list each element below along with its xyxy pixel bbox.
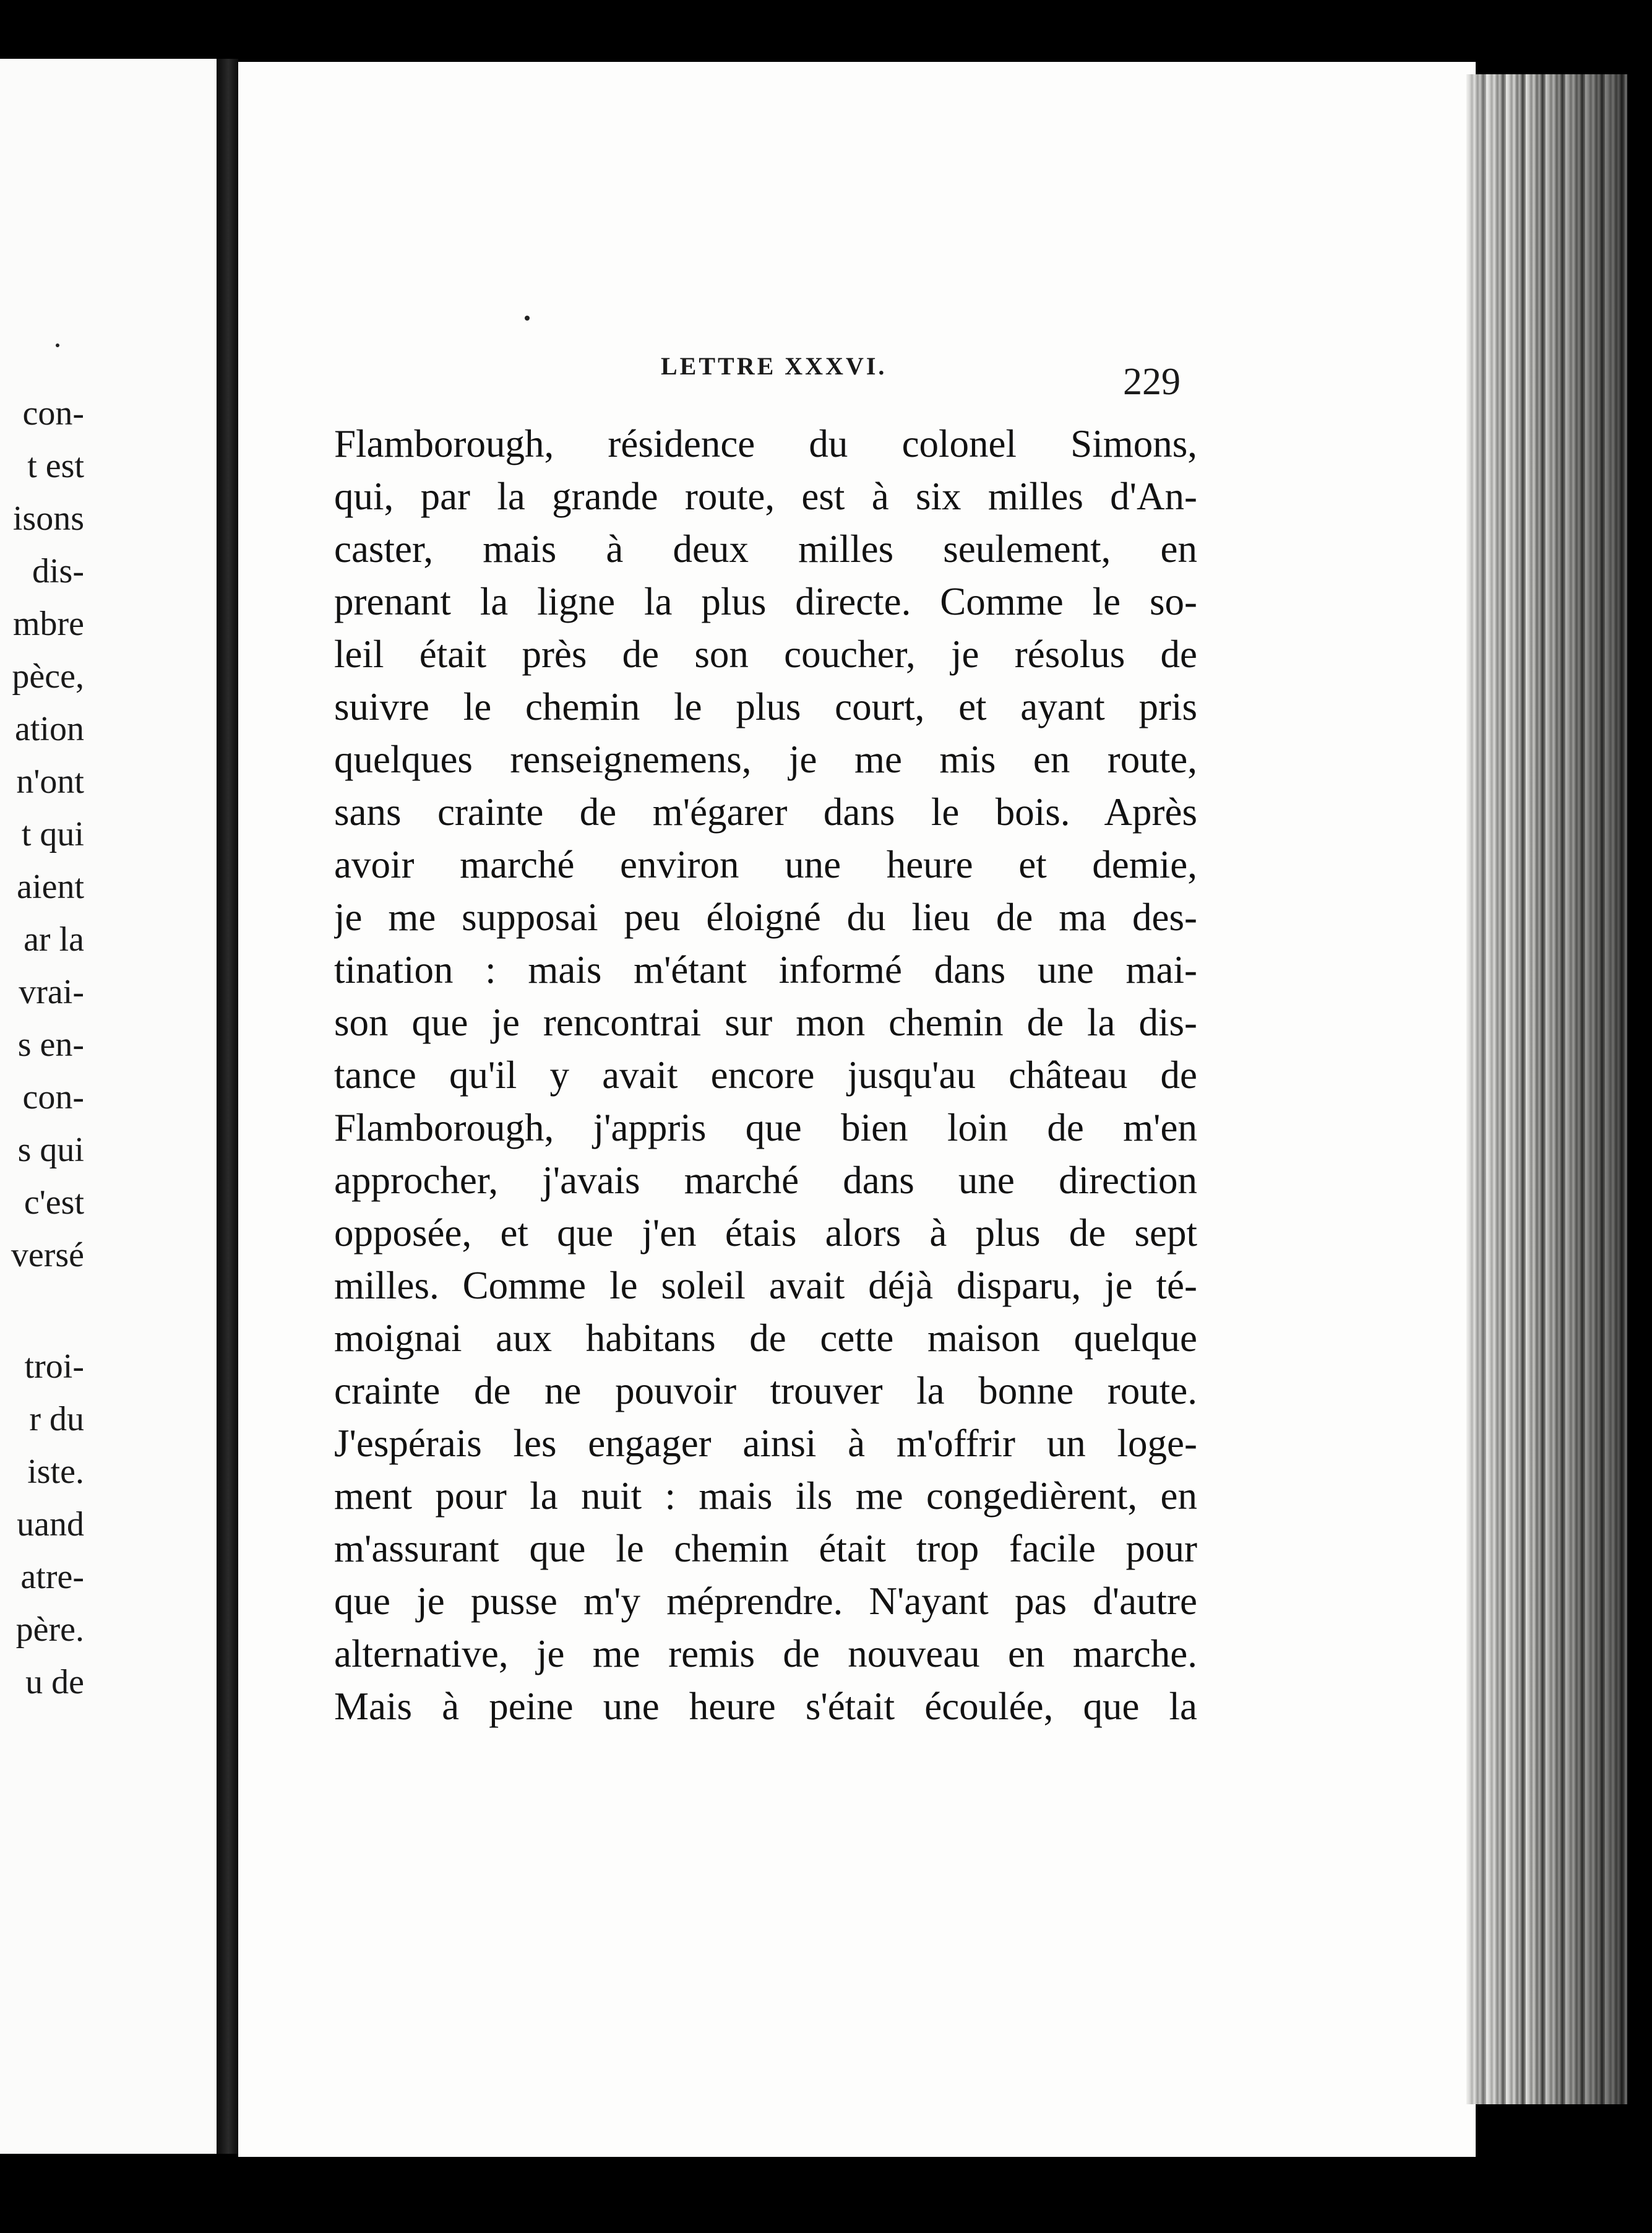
text-line: Flamborough, j'appris que bien loin de m'en bbox=[334, 1106, 1197, 1149]
body-text bbox=[334, 418, 1197, 1733]
left-page-line: ar la bbox=[24, 920, 84, 959]
left-page-line: dis- bbox=[32, 552, 84, 590]
text-line: Mais à peine une heure s'était écoulée, que la bbox=[334, 1685, 1197, 1728]
text-line: opposée, et que j'en étais alors à plus de sept bbox=[334, 1211, 1197, 1255]
left-page-line: père. bbox=[15, 1610, 84, 1649]
left-page-line: s qui bbox=[17, 1131, 84, 1169]
left-page-line: n'ont bbox=[16, 762, 84, 801]
text-line: moignai aux habitans de cette maison quelque bbox=[334, 1316, 1197, 1360]
text-line: Flamborough, résidence du colonel Simons, bbox=[334, 422, 1197, 465]
left-page-line: mbre bbox=[12, 605, 84, 643]
ink-speck bbox=[56, 343, 59, 347]
left-page-line: troi- bbox=[24, 1347, 84, 1386]
left-page-line: uand bbox=[17, 1505, 84, 1544]
left-page-line: versé bbox=[11, 1236, 84, 1274]
text-line: tance qu'il y avait encore jusqu'au château de bbox=[334, 1053, 1197, 1097]
text-line: caster, mais à deux milles seulement, en bbox=[334, 527, 1197, 571]
text-line: avoir marché environ une heure et demie, bbox=[334, 843, 1197, 886]
left-page-line: atre- bbox=[20, 1558, 84, 1596]
running-header: LETTRE XXXVI. bbox=[661, 352, 887, 380]
text-line: je me supposai peu éloigné du lieu de ma des- bbox=[334, 896, 1197, 939]
left-page-line: con- bbox=[22, 1078, 84, 1116]
text-line: quelques renseignemens, je me mis en route, bbox=[334, 738, 1197, 781]
page-edge bbox=[1466, 74, 1627, 2104]
text-line: J'espérais les engager ainsi à m'offrir un loge- bbox=[334, 1422, 1197, 1465]
left-page-line: s en- bbox=[17, 1026, 84, 1064]
text-line: alternative, je me remis de nouveau en marche. bbox=[334, 1632, 1197, 1675]
text-line: suivre le chemin le plus court, et ayant pris bbox=[334, 685, 1197, 728]
text-line: qui, par la grande route, est à six milles d'An- bbox=[334, 475, 1197, 518]
ink-speck bbox=[525, 316, 530, 321]
left-page-line: u de bbox=[25, 1663, 84, 1701]
left-page-line: c'est bbox=[24, 1183, 84, 1222]
text-line: leil était près de son coucher, je résolus de bbox=[334, 633, 1197, 676]
text-line: m'assurant que le chemin était trop facile pour bbox=[334, 1527, 1197, 1570]
text-line: milles. Comme le soleil avait déjà disparu, je té- bbox=[334, 1264, 1197, 1307]
text-line: son que je rencontrai sur mon chemin de la dis- bbox=[334, 1001, 1197, 1044]
left-page-line: ation bbox=[15, 710, 84, 748]
page-edge-shade bbox=[1466, 74, 1627, 2104]
text-line: tination : mais m'étant informé dans une mai- bbox=[334, 948, 1197, 991]
text-line: approcher, j'avais marché dans une direction bbox=[334, 1159, 1197, 1202]
left-page-line: r du bbox=[29, 1400, 84, 1438]
text-line: ment pour la nuit : mais ils me congedièrent, en bbox=[334, 1474, 1197, 1518]
left-page-line: t est bbox=[27, 447, 84, 485]
left-page-line: t qui bbox=[21, 815, 84, 853]
text-line: sans crainte de m'égarer dans le bois. Après bbox=[334, 790, 1197, 834]
left-page-line: con- bbox=[22, 394, 84, 433]
left-page-line: iste. bbox=[27, 1453, 84, 1491]
left-page-line: pèce, bbox=[12, 657, 84, 696]
text-line: prenant la ligne la plus directe. Comme le so- bbox=[334, 580, 1197, 623]
left-page-line: vrai- bbox=[19, 973, 84, 1011]
left-page-line: aient bbox=[17, 868, 84, 906]
book-gutter bbox=[217, 59, 238, 2154]
left-facing-page bbox=[0, 59, 217, 2154]
left-page-line: isons bbox=[12, 499, 84, 538]
page-number: 229 bbox=[1123, 361, 1181, 403]
text-line: crainte de ne pouvoir trouver la bonne route. bbox=[334, 1369, 1197, 1412]
text-line: que je pusse m'y méprendre. N'ayant pas d'autre bbox=[334, 1579, 1197, 1623]
